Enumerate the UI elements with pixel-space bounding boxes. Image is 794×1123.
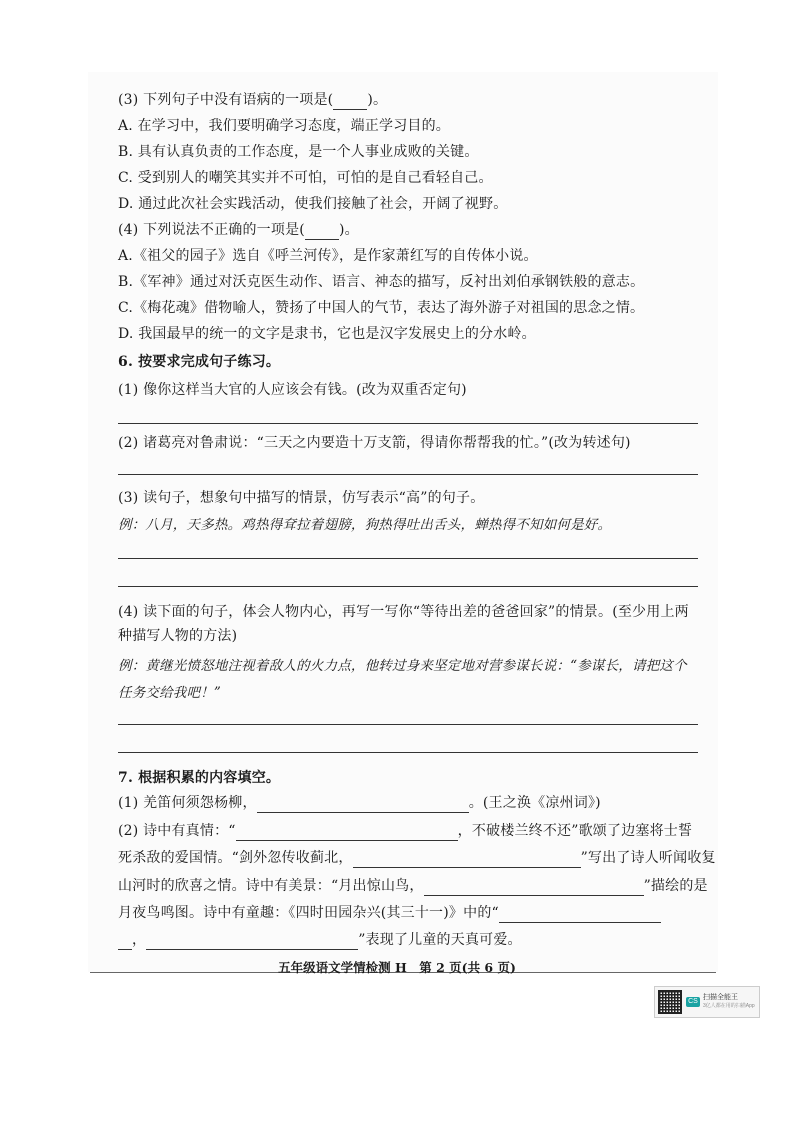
q6-1-answer-line[interactable] — [118, 423, 698, 424]
q7-blank-4[interactable] — [424, 879, 644, 896]
q6-sentence-2: (2) 诸葛亮对鲁肃说：“三天之内要造十万支箭，得请你帮帮我的忙。”(改为转述句) — [118, 435, 631, 451]
q6-sentence-4-line-1: (4) 读下面的句子，体会人物内心，再写一写你“等待出差的爸爸回家”的情景。(至少用上两 — [118, 604, 689, 620]
q6-3-answer-line-1[interactable] — [118, 558, 698, 559]
q6-3-example: 例：八月，天多热。鸡热得耷拉着翅膀，狗热得吐出舌头，蝉热得不知如何是好。 — [118, 517, 612, 533]
q6-sentence-3: (3) 读句子，想象句中描写的情景，仿写表示“高”的句子。 — [118, 490, 485, 506]
q7-blank-6b[interactable] — [146, 933, 358, 950]
q7-line-4: 山河时的欣喜之情。诗中有美景：“月出惊山鸟， ”描绘的是 — [118, 878, 708, 894]
q4-option-c: C.《梅花魂》借物喻人，赞扬了中国人的气节，表达了海外游子对祖国的思念之情。 — [118, 300, 645, 316]
q3-option-a: A. 在学习中，我们要明确学习态度，端正学习目的。 — [118, 118, 451, 134]
q4-option-d: D. 我国最早的统一的文字是隶书，它也是汉字发展史上的分水岭。 — [118, 326, 536, 342]
qr-code-icon — [658, 990, 682, 1014]
q6-4-answer-line-1[interactable] — [118, 724, 698, 725]
q3-option-c: C. 受到别人的嘲笑其实并不可怕，可怕的是自己看轻自己。 — [118, 170, 493, 186]
q3-option-b: B. 具有认真负责的工作态度，是一个人事业成败的关键。 — [118, 144, 479, 160]
q6-4-example-line-2: 任务交给我吧！” — [118, 685, 222, 701]
q7-line-1: (1) 羌笛何须怨杨柳， 。(王之涣《凉州词》) — [118, 795, 601, 811]
q3-option-d: D. 通过此次社会实践活动，使我们接触了社会，开阔了视野。 — [118, 196, 508, 212]
badge-subtitle: 3亿人都在用的扫描App — [703, 1003, 755, 1009]
q7-line-2: (2) 诗中有真情：“ ，不破楼兰终不还”歌颂了边塞将士誓 — [118, 823, 693, 839]
q3-stem: (3) 下列句子中没有语病的一项是( )。 — [118, 92, 388, 108]
q7-blank-3[interactable] — [353, 851, 581, 868]
q6-4-answer-line-2[interactable] — [118, 752, 698, 753]
q7-blank-1[interactable] — [257, 796, 469, 813]
badge-title: 扫描全能王 — [703, 994, 738, 1001]
q6-title: 6. 按要求完成句子练习。 — [118, 354, 281, 370]
q6-sentence-1: (1) 像你这样当大官的人应该会有钱。(改为双重否定句) — [118, 382, 467, 398]
q7-blank-2[interactable] — [236, 824, 458, 841]
q4-answer-blank[interactable] — [305, 225, 339, 240]
camscanner-logo-icon: CS — [686, 997, 700, 1007]
q6-sentence-4-line-2: 种描写人物的方法) — [118, 628, 238, 644]
q6-3-answer-line-2[interactable] — [118, 586, 698, 587]
q7-blank-5[interactable] — [499, 906, 661, 923]
scanner-watermark-badge — [654, 986, 760, 1018]
q6-4-example-line-1: 例：黄继光愤怒地注视着敌人的火力点，他转过身来坚定地对营参谋长说：“参谋长，请把这个 — [118, 658, 687, 674]
page-footer: 五年级语文学情检测 H 第 2 页(共 6 页) — [278, 960, 516, 975]
q6-2-answer-line[interactable] — [118, 474, 698, 475]
q4-option-a: A.《祖父的园子》选自《呼兰河传》，是作家萧红写的自传体小说。 — [118, 248, 538, 264]
q7-title: 7. 根据积累的内容填空。 — [118, 770, 281, 786]
q7-line-3: 死杀敌的爱国情。“剑外忽传收蓟北， ”写出了诗人听闻收复 — [118, 850, 716, 866]
q3-answer-blank[interactable] — [333, 95, 367, 110]
badge-text — [703, 993, 755, 1011]
q7-line-6: ， ”表现了儿童的天真可爱。 — [118, 930, 522, 950]
q7-line-5: 月夜鸟鸣图。诗中有童趣：《四时田园杂兴(其三十一)》中的“ — [118, 903, 661, 923]
q4-stem: (4) 下列说法不正确的一项是( )。 — [118, 222, 359, 238]
q7-blank-6a[interactable] — [118, 933, 132, 950]
q4-option-b: B.《军神》通过对沃克医生动作、语言、神态的描写，反衬出刘伯承钢铁般的意志。 — [118, 274, 645, 290]
